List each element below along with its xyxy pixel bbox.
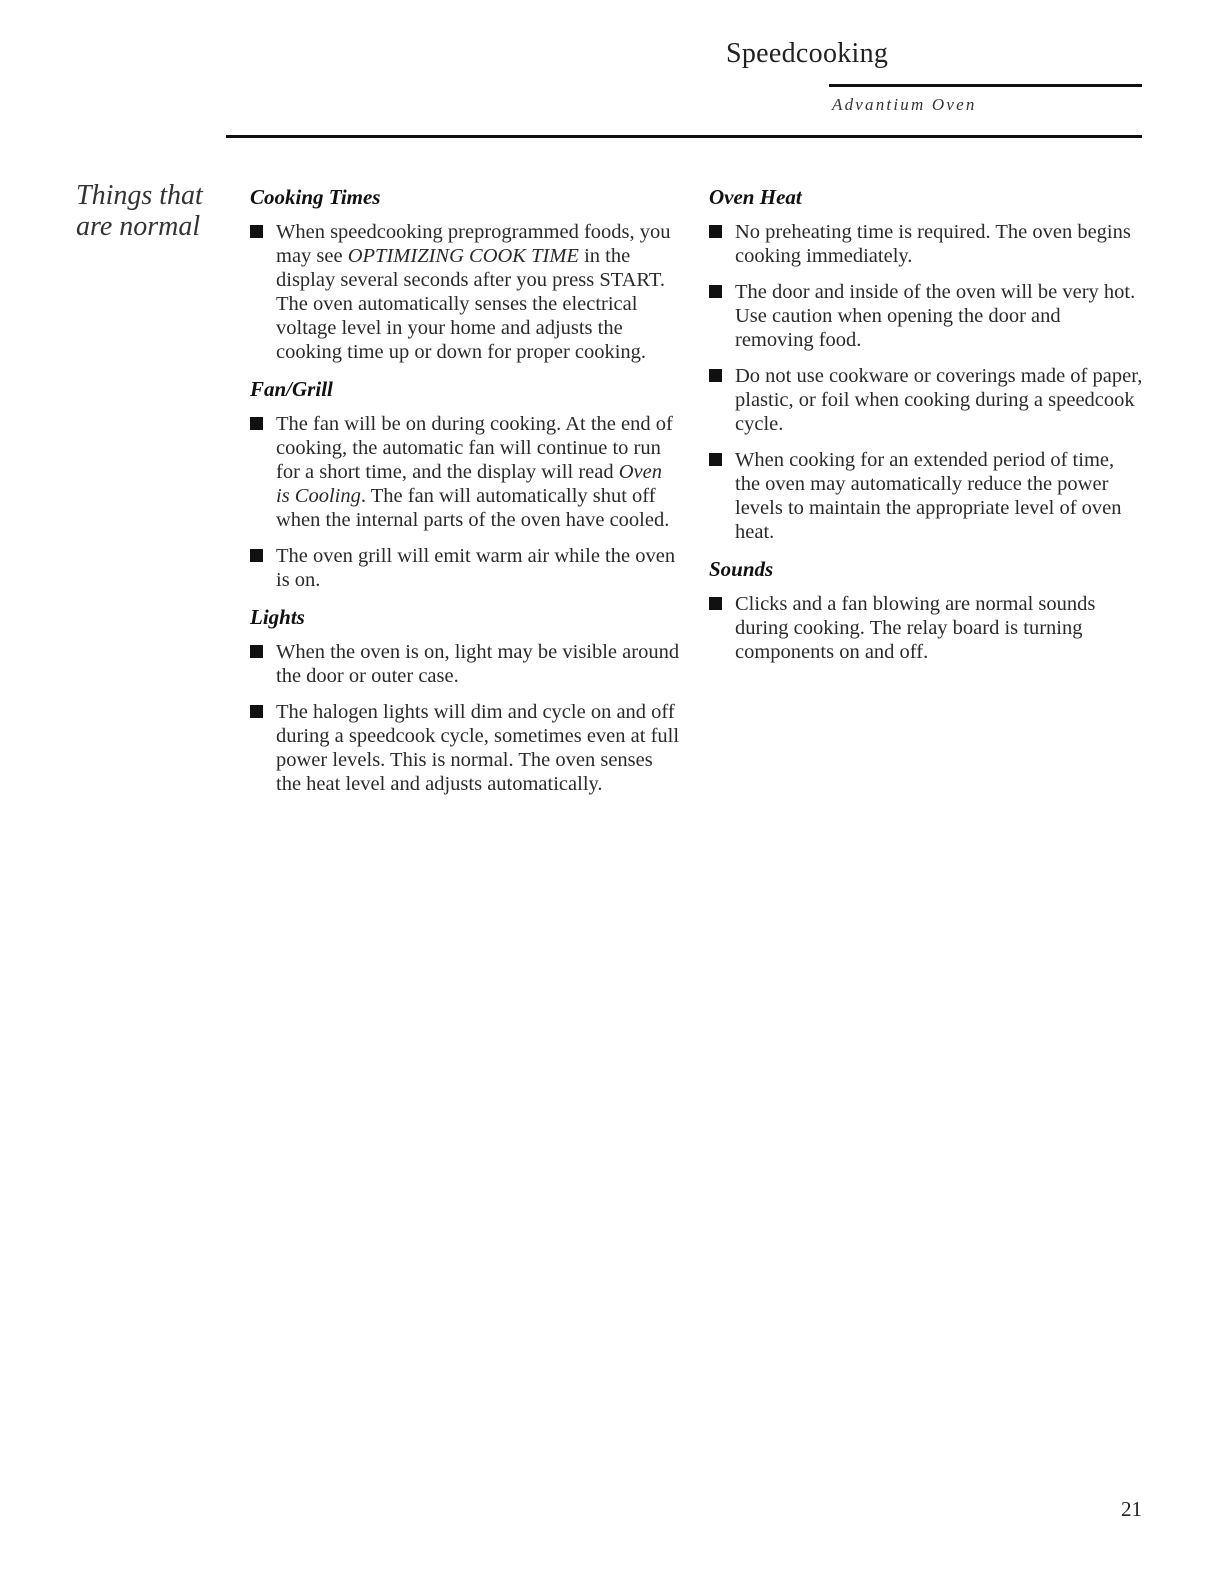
list-item <box>250 412 680 532</box>
bullet-square-icon <box>250 549 263 562</box>
page-header-title: Speedcooking <box>726 38 889 69</box>
list-item <box>709 220 1144 268</box>
header-divider-long <box>226 135 1142 138</box>
bullet-square-icon <box>709 597 722 610</box>
display-message: Oven is Cooling <box>276 461 662 507</box>
section-heading-sounds: Sounds <box>709 557 774 581</box>
list-item <box>250 640 680 688</box>
right-column <box>709 184 1144 676</box>
bullet-square-icon <box>250 645 263 658</box>
item-text: The halogen lights will dim and cycle on and off during a speedcook cycle, sometimes even at full power levels. This is normal. The oven senses the heat level and adjusts automatically. <box>276 701 680 795</box>
bullet-square-icon <box>250 417 263 430</box>
left-column <box>250 184 680 808</box>
page-header-subtitle: Advantium Oven <box>832 95 977 114</box>
section-heading-cooking-times: Cooking Times <box>250 185 381 209</box>
bullet-square-icon <box>709 369 722 382</box>
section-heading-fan-grill: Fan/Grill <box>250 377 333 401</box>
list-item <box>709 592 1144 664</box>
bullet-square-icon <box>709 453 722 466</box>
section-heading-oven-heat: Oven Heat <box>709 185 802 209</box>
list-item <box>250 544 680 592</box>
item-text: . The fan will automatically shut off when the internal parts of the oven have cooled. <box>276 485 670 531</box>
item-text: Do not use cookware or coverings made of paper, plastic, or foil when cooking during a speedcook cycle. <box>735 365 1143 435</box>
page-number: 21 <box>1121 1497 1142 1521</box>
bullet-square-icon <box>709 285 722 298</box>
side-title <box>76 180 203 242</box>
list-item <box>250 700 680 796</box>
item-text: The fan will be on during cooking. At the end of cooking, the automatic fan will continue to run for a short time, and the display will read <box>276 413 673 483</box>
item-text: in the display several seconds after you press START. The oven automatically senses the electrical voltage level in your home and adjusts the cooking time up or down for proper cooking. <box>276 245 665 363</box>
item-text: When the oven is on, light may be visible around the door or outer case. <box>276 641 680 687</box>
item-text: Clicks and a fan blowing are normal sounds during cooking. The relay board is turning components on and off. <box>735 593 1096 663</box>
list-item <box>709 448 1144 544</box>
item-text: No preheating time is required. The oven begins cooking immediately. <box>735 221 1131 267</box>
header-divider-short <box>829 84 1142 87</box>
item-text: The oven grill will emit warm air while the oven is on. <box>276 545 676 591</box>
item-text: The door and inside of the oven will be very hot. Use caution when opening the door and removing food. <box>735 281 1136 351</box>
side-title-line-2: are normal <box>76 211 201 242</box>
item-text: When cooking for an extended period of time, the oven may automatically reduce the power levels to maintain the appropriate level of oven heat. <box>735 449 1122 543</box>
list-item <box>250 220 680 364</box>
side-title-line-1: Things that <box>76 180 203 211</box>
section-heading-lights: Lights <box>250 605 305 629</box>
display-message: OPTIMIZING COOK TIME <box>347 245 579 267</box>
item-text: When speedcooking preprogrammed foods, you may see <box>276 221 671 267</box>
bullet-square-icon <box>709 225 722 238</box>
list-item <box>709 280 1144 352</box>
bullet-square-icon <box>250 705 263 718</box>
list-item <box>709 364 1144 436</box>
bullet-square-icon <box>250 225 263 238</box>
